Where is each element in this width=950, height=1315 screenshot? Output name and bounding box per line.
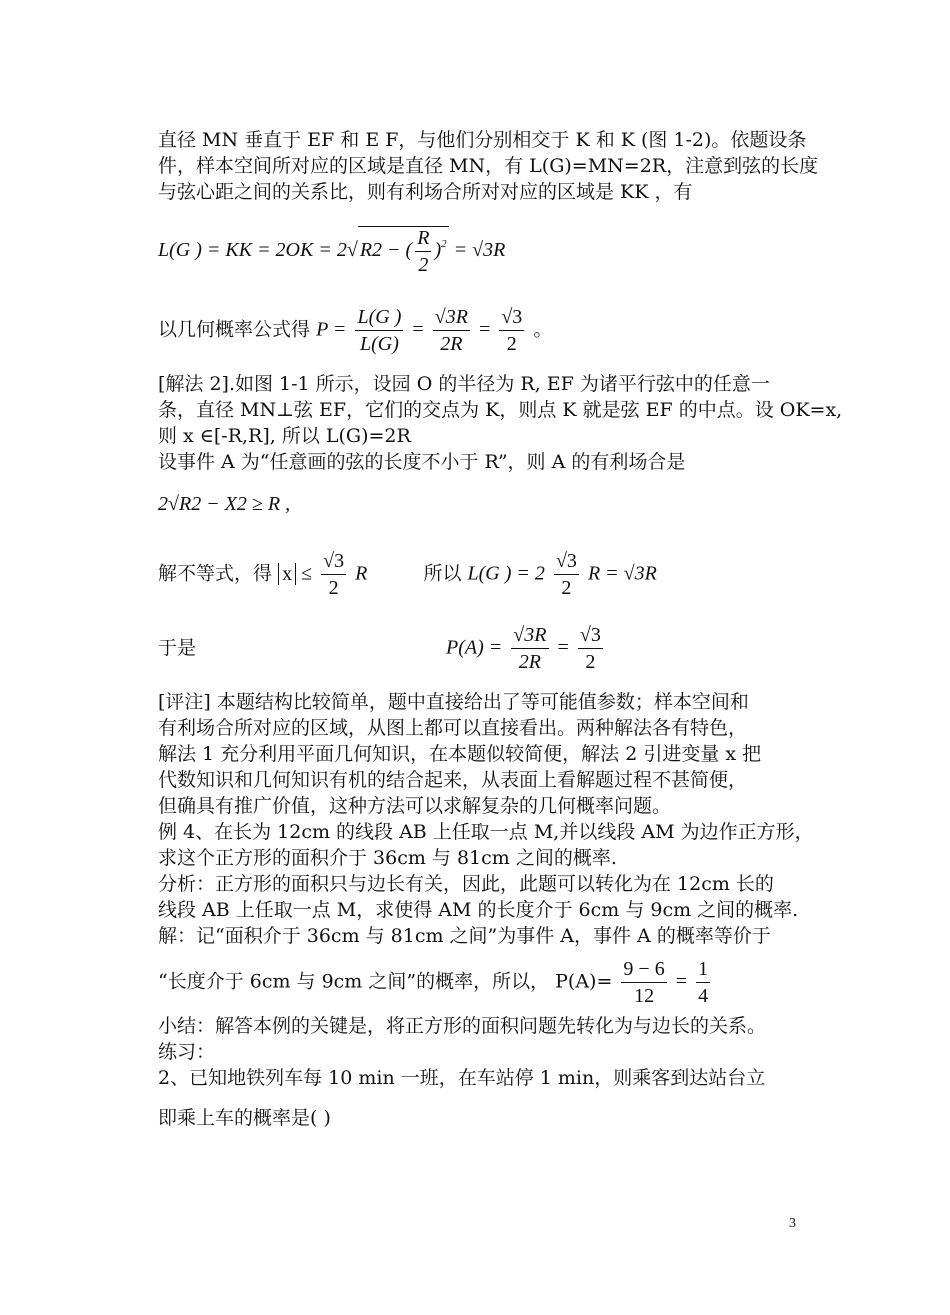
text-line: 但确具有推广价值，这种方法可以求解复杂的几何概率问题。 (158, 795, 672, 817)
formula-example4: “长度介于 6cm 与 9cm 之间”的概率，所以， P(A)= $\frac{9 - 6}{12}$ = $\frac{1}{4}$ (158, 958, 709, 1007)
formula-solve: 解不等式，得 x ≤ $\frac{√3}{2}$ R 所以 L(G ) = 2 $\frac{√3}{2}$ R = √3R (158, 550, 657, 599)
formula-probability: 以几何概率公式得 P = $\frac{L(G )}{L(G)}$ = $\frac{√3R}{2R}$ = $\frac{√3}{2}$ 。 (158, 306, 553, 355)
text-line: [评注] 本题结构比较简单，题中直接给出了等可能值参数；样本空间和 (158, 691, 749, 713)
text-line: 2、已知地铁列车每 10 min 一班，在车站停 1 min，则乘客到达站台立 (158, 1067, 766, 1089)
text-line: 设事件 A 为“任意画的弦的长度不小于 R”，则 A 的有利场合是 (158, 451, 686, 473)
formula-inequality: 2√R2 − X2 ≥ R , (158, 493, 291, 515)
text-line: 于是 (158, 637, 197, 659)
text-line: 条，直径 MN⊥弦 EF，它们的交点为 K，则点 K 就是弦 EF 的中点。设 OK=x, (158, 399, 843, 421)
text-line: 求这个正方形的面积介于 36cm 与 81cm 之间的概率. (158, 847, 617, 869)
text-line: 线段 AB 上任取一点 M，求使得 AM 的长度介于 6cm 与 9cm 之间的概率. (158, 899, 799, 921)
text-line: 分析：正方形的面积只与边长有关，因此，此题可以转化为在 12cm 长的 (158, 873, 774, 895)
formula-lgk: L(G ) = KK = 2OK = 2√ R2 − ( $\frac{R}{2}$ )$^2$ = √3R (158, 227, 506, 276)
text-line: 解法 1 充分利用平面几何知识，在本题似较简便，解法 2 引进变量 x 把 (158, 743, 762, 765)
text-line: 件，样本空间所对应的区域是直径 MN，有 L(G)=MN=2R，注意到弦的长度 (158, 155, 819, 177)
text-line: 即乘上车的概率是( ) (158, 1107, 331, 1129)
text-line: 代数知识和几何知识有机的结合起来，从表面上看解题过程不甚简便， (158, 769, 748, 791)
text-line: [解法 2].如图 1-1 所示，设园 O 的半径为 R, EF 为诸平行弦中的任意一 (158, 373, 770, 395)
text-line: 直径 MN 垂直于 EF 和 E F，与他们分别相交于 K 和 K (图 1-2)。依题设条 (158, 129, 807, 151)
text-line: 则 x ∈[-R,R], 所以 L(G)=2R (158, 425, 411, 447)
text-line: 解：记“面积介于 36cm 与 81cm 之间”为事件 A，事件 A 的概率等价于 (158, 925, 771, 947)
text-line: 例 4、在长为 12cm 的线段 AB 上任取一点 M,并以线段 AM 为边作正方形， (158, 821, 814, 843)
text-line: 小结：解答本例的关键是，将正方形的面积问题先转化为与边长的关系。 (158, 1015, 767, 1037)
text-line: 练习： (158, 1041, 216, 1063)
text-line: 有利场合所对应的区域，从图上都可以直接看出。两种解法各有特色， (158, 717, 748, 739)
formula-pa: P(A) = $\frac{√3R}{2R}$ = $\frac{√3}{2}$ (446, 624, 601, 673)
text-line: 与弦心距之间的关系比，则有利场合所对对应的区域是 KK ，有 (158, 181, 693, 203)
page-number: 3 (789, 1216, 796, 1231)
